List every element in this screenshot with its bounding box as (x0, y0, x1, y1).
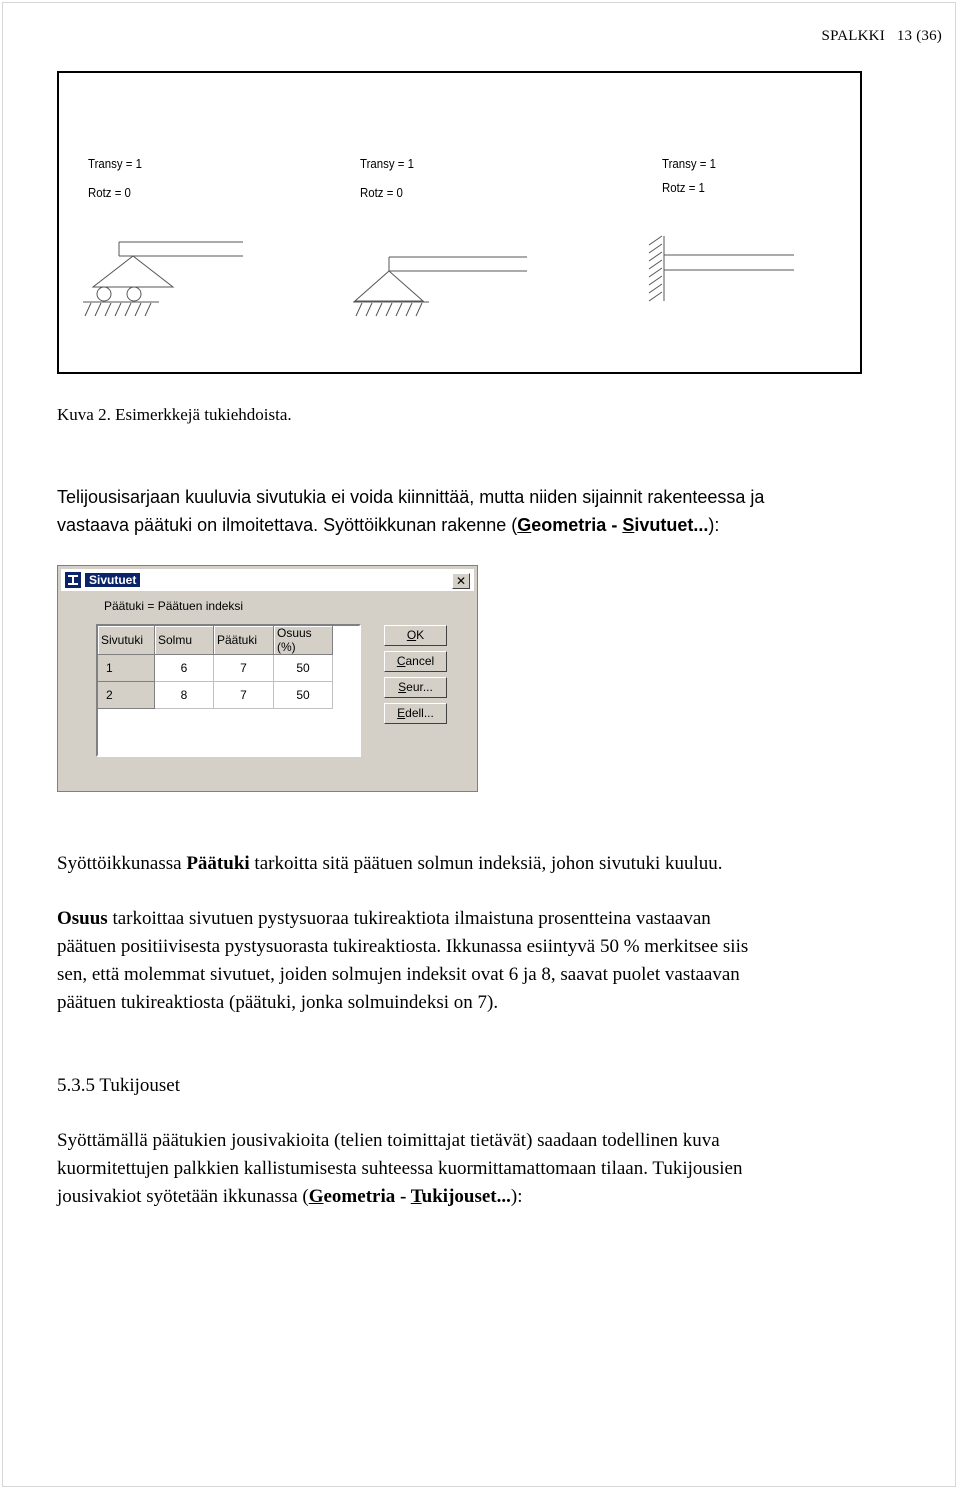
cell-osuus[interactable]: 50 (274, 682, 333, 709)
fig1-transy: Transy = 1 (88, 156, 142, 171)
column-header-osuus[interactable]: Osuus (%) (274, 626, 333, 655)
cell-sivutuki[interactable]: 2 (98, 682, 155, 709)
support-figure (57, 71, 862, 374)
doc-name: SPALKKI (821, 28, 885, 44)
table-row[interactable] (98, 655, 333, 682)
osuus-line-4: päätuen tukireaktiosta (päätuki, jonka solmuindeksi on 7). (57, 992, 499, 1013)
intro-paragraph (57, 483, 917, 539)
cell-paatuki[interactable]: 7 (214, 655, 274, 682)
table-row[interactable] (98, 682, 333, 709)
column-header-solmu[interactable]: Solmu (155, 626, 214, 655)
intro-line-2: vastaava päätuki on ilmoitettava. Syöttöikkunan rakenne (Geometria - Sivutuet...): (57, 515, 720, 535)
osuus-paragraph (57, 905, 917, 1017)
cancel-button[interactable]: Cancel (384, 651, 447, 672)
fig3-rotz: Rotz = 1 (662, 180, 705, 195)
roller-support-icon (83, 242, 243, 316)
figure-caption: Kuva 2. Esimerkkejä tukiehdoista. (57, 405, 292, 424)
previous-button[interactable]: Edell... (384, 703, 447, 724)
term-osuus: Osuus (57, 908, 108, 929)
dialog-titlebar (61, 569, 474, 591)
dialog-title: Sivutuet (85, 573, 140, 587)
fig3-transy: Transy = 1 (662, 156, 716, 171)
next-button[interactable]: Seur... (384, 677, 447, 698)
page-number: 13 (36) (896, 28, 942, 44)
column-header-paatuki[interactable]: Päätuki (214, 626, 274, 655)
osuus-line-2: päätuen positiivisesta pystysuorasta tukireaktiosta. Ikkunassa esiintyvä 50 % merkitsee siis (57, 936, 749, 957)
osuus-line-3: sen, että molemmat sivutuet, joiden solmujen indeksit ovat 6 ja 8, saavat puolet vastaavan (57, 964, 740, 985)
cell-paatuki[interactable]: 7 (214, 682, 274, 709)
tukijouset-line-1: Syöttämällä päätukien jousivakioita (telien toimittajat tietävät) saadaan todellinen kuva (57, 1130, 720, 1151)
cell-solmu[interactable]: 8 (155, 682, 214, 709)
cell-solmu[interactable]: 6 (155, 655, 214, 682)
app-icon (65, 572, 81, 588)
fig2-rotz: Rotz = 0 (360, 185, 403, 200)
fixed-support-icon (649, 236, 794, 301)
pin-support-icon (353, 257, 527, 316)
sivutuet-grid[interactable] (96, 624, 361, 757)
dialog-subtitle: Päätuki = Päätuen indeksi (104, 599, 244, 613)
tukijouset-line-3: jousivakiot syötetään ikkunassa (Geometria - Tukijouset...): (57, 1186, 523, 1207)
fig1-rotz: Rotz = 0 (88, 185, 131, 200)
osuus-line-1: Osuus tarkoittaa sivutuen pystysuoraa tukireaktiota ilmaistuna prosentteina vastaavan (57, 908, 711, 929)
close-icon[interactable]: ✕ (452, 573, 470, 589)
sivutuet-dialog (57, 565, 478, 792)
cell-osuus[interactable]: 50 (274, 655, 333, 682)
term-paatuki: Päätuki (186, 853, 250, 874)
section-heading: 5.3.5 Tukijouset (57, 1075, 181, 1096)
fig2-transy: Transy = 1 (360, 156, 414, 171)
column-header-sivutuki[interactable]: Sivutuki (98, 626, 155, 655)
tukijouset-line-2: kuormitettujen palkkien kallistumisesta suhteessa kuormittamattomaan tilaan. Tukijousien (57, 1158, 743, 1179)
paatuki-paragraph: Syöttöikkunassa Päätuki tarkoitta sitä päätuen solmun indeksiä, johon sivutuki kuuluu. (57, 853, 723, 874)
tukijouset-paragraph (57, 1127, 917, 1211)
page-header (814, 28, 942, 45)
intro-line-1: Telijousisarjaan kuuluvia sivutukia ei voida kiinnittää, mutta niiden sijainnit rakenteessa ja (57, 487, 765, 507)
ok-button[interactable]: OK (384, 625, 447, 646)
cell-sivutuki[interactable]: 1 (98, 655, 155, 682)
support-drawings (59, 73, 860, 372)
